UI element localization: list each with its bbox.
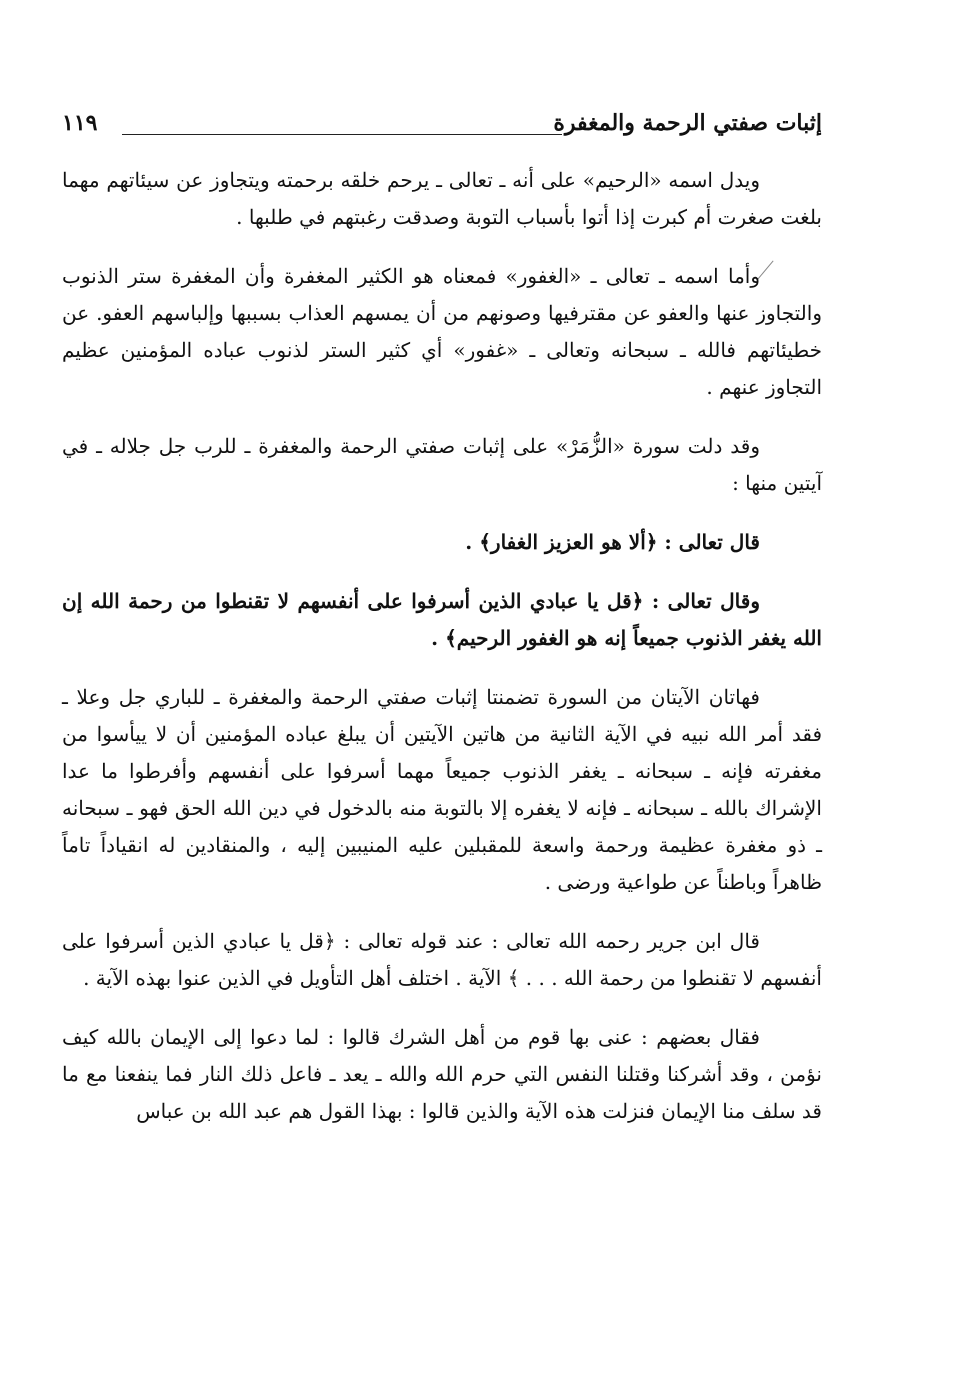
page-body: [62, 162, 822, 1152]
paragraph-some-said: فقال بعضهم : عنى بها قوم من أهل الشرك قالوا : لما دعوا إلى الإيمان بالله كيف نؤمن ، وقد أشركنا وقتلنا النفس التي حرم الله والله ـ يعد ـ فاعل ذلك النار فما ينفعنا مع ما قد سلف منا الإيمان فنزلت هذه الآية والذين قالوا : بهذا القول هم عبد الله بن عباس: [62, 1025, 822, 1123]
running-title: إثبات صفتي الرحمة والمغفرة: [553, 110, 822, 136]
paragraph-surah-zumar: وقد دلت سورة «الزُّمَرْ» على إثبات صفتي الرحمة والمغفرة ـ للرب جل جلاله ـ في آيتين منها :: [62, 434, 822, 495]
page-header: [62, 104, 822, 144]
paragraph-rahim: ويدل اسمه «الرحيم» على أنه ـ تعالى ـ يرحم خلقه برحمته ويتجاوز عن سيئاتهم مهما بلغت صغرت أم كبرت إذا أتوا بأسباب التوبة وصدقت رغبتهم في طلبها .: [62, 168, 822, 229]
header-rule: [122, 134, 562, 135]
paragraph-two-verses: فهاتان الآيتان من السورة تضمنتا إثبات صفتي الرحمة والمغفرة ـ للباري جل وعلا ـ فقد أمر الله نبيه في الآية الثانية من هاتين الآيتين أن يبلغ عباده المؤمنين أن لا ييأسوا من مغفرته فإنه ـ سبحانه ـ يغفر الذنوب جميعاً مهما أسرفوا على أنفسهم وأفرطوا ما عدا الإشراك بالله ـ سبحانه ـ فإنه لا يغفره إلا بالتوبة منه بالدخول في دين الله الحق فهو ـ سبحانه ـ ذو مغفرة عظيمة ورحمة واسعة للمقبلين عليه المنيبين إليه ، والمنقادين له انقياداً تاماً ظاهراً وباطناً عن طواعية ورضى .: [62, 685, 822, 894]
paragraph-ghafur: وأما اسمه ـ تعالى ـ «الغفور» فمعناه هو الكثير المغفرة وأن المغفرة ستر الذنوب والتجاوز عنها والعفو عن مقترفيها وصونهم من أن يمسهم العذاب بسببها وإلباسهم العفو. عن خطيئاتهم فالله ـ سبحانه وتعالى ـ «غفور» أي كثير الستر لذنوب عباده المؤمنين عظيم التجاوز عنهم .: [62, 264, 822, 399]
paragraph-verse-1: قال تعالى : ﴿ألا هو العزيز الغفار﴾ .: [465, 530, 760, 554]
paragraph-verse-2: وقال تعالى : ﴿قل يا عبادي الذين أسرفوا على أنفسهم لا تقنطوا من رحمة الله إن الله يغفر الذنوب جميعاً إنه هو الغفور الرحيم﴾ .: [62, 589, 822, 650]
page-number: ١١٩: [62, 110, 98, 136]
paragraph-ibn-jarir: قال ابن جرير رحمه الله تعالى : عند قوله تعالى : ﴿قل يا عبادي الذين أسرفوا على أنفسهم لا تقنطوا من رحمة الله . . . ﴾ الآية . اختلف أهل التأويل في الذين عنوا بهذه الآية .: [62, 929, 822, 990]
